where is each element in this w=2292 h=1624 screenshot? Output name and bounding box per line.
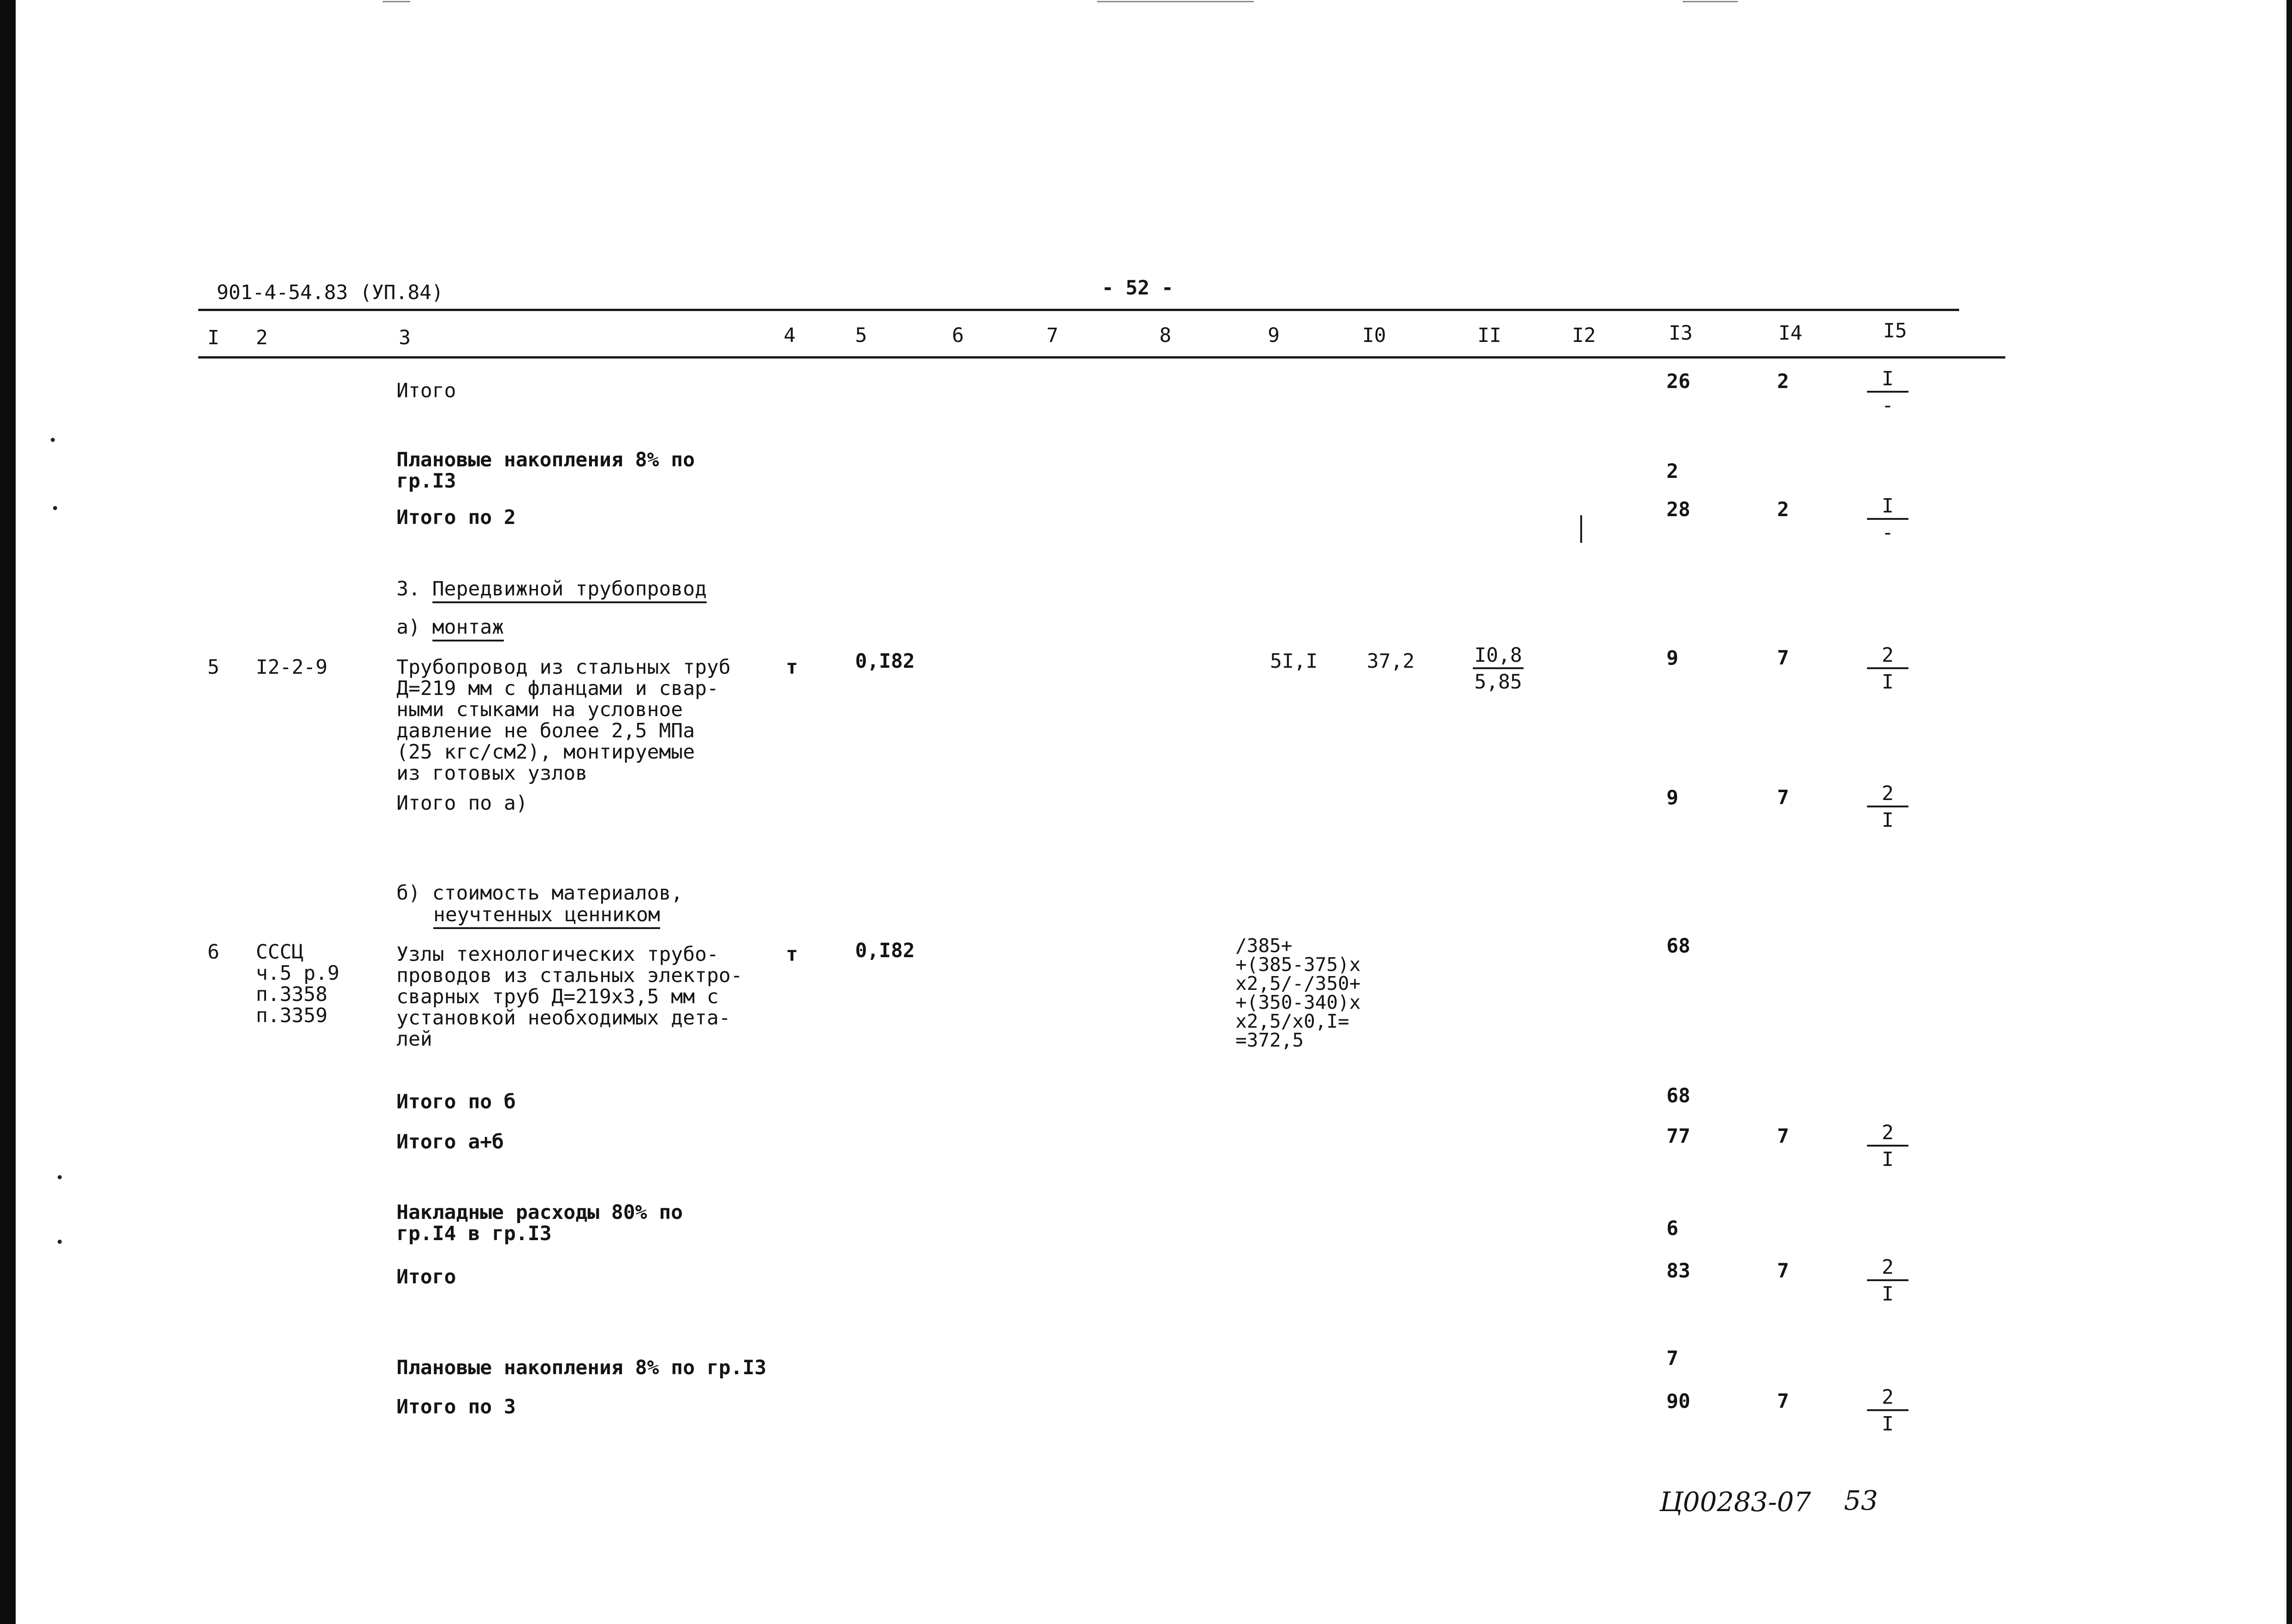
cell-col13: 68 — [1666, 1084, 1690, 1107]
scan-speck — [58, 1240, 62, 1244]
cell-col1: 6 — [207, 941, 219, 964]
row-label: Накладные расходы 80% по гр.I4 в гр.I3 — [396, 1201, 683, 1245]
scan-speck — [51, 438, 55, 442]
scan-right-border — [2286, 0, 2292, 1624]
cell-col2: I2-2-9 — [256, 656, 328, 679]
fraction-denominator: - — [1882, 521, 1894, 544]
cell-col14: 7 — [1777, 1125, 1789, 1148]
scan-mark — [1683, 1, 1738, 2]
cell-col11-fraction — [1473, 645, 1524, 693]
scan-left-border — [0, 0, 16, 1624]
fraction-denominator: I — [1882, 1412, 1894, 1436]
cell-col13: 83 — [1666, 1259, 1690, 1283]
fraction-numerator: I — [1867, 369, 1908, 393]
column-header: 8 — [1159, 324, 1171, 347]
column-header: I2 — [1572, 324, 1596, 347]
column-header: II — [1477, 324, 1501, 347]
fraction-numerator: 2 — [1867, 1123, 1908, 1147]
fraction-denominator: I — [1882, 671, 1894, 694]
fraction-numerator: I — [1867, 496, 1908, 520]
row-label: Плановые накопления 8% по гр.I3 — [396, 448, 695, 493]
cell-col5-quantity: 0,I82 — [855, 650, 915, 673]
row-label: Итого по а) — [396, 792, 528, 815]
cell-col5-quantity: 0,I82 — [855, 939, 915, 962]
fraction-denominator: I — [1882, 809, 1894, 832]
cell-col14: 2 — [1777, 370, 1789, 393]
scan-mark — [1097, 1, 1254, 2]
section-heading — [396, 578, 707, 600]
cell-col14: 7 — [1777, 647, 1789, 670]
cell-col13: 90 — [1666, 1390, 1690, 1413]
cell-col13: 9 — [1666, 786, 1678, 809]
fraction-denominator: 5,85 — [1474, 671, 1522, 694]
subsection-heading — [396, 617, 504, 638]
cell-col14: 7 — [1777, 1259, 1789, 1283]
subsection-prefix: а) — [396, 616, 420, 639]
cell-col14: 7 — [1777, 1390, 1789, 1413]
cell-col13: 26 — [1666, 370, 1690, 393]
row-label: Итого по 3 — [396, 1395, 516, 1418]
column-header: I3 — [1669, 322, 1693, 345]
row-label: Итого — [396, 1265, 456, 1289]
cell-col13: 7 — [1666, 1347, 1678, 1370]
row-label: Итого — [396, 379, 456, 402]
column-header: 7 — [1046, 324, 1058, 347]
row-label: Итого а+б — [396, 1130, 504, 1153]
fraction-numerator: 2 — [1867, 783, 1908, 807]
subsection-title: монтаж — [432, 616, 504, 641]
column-header: 4 — [784, 324, 796, 347]
subsection-heading: б) стоимость материалов, — [396, 882, 683, 905]
fraction-denominator: - — [1882, 394, 1894, 417]
column-header: 6 — [952, 324, 964, 347]
fraction-denominator: I — [1882, 1148, 1894, 1171]
cell-col13: 77 — [1666, 1125, 1690, 1148]
table-top-rule — [198, 309, 1959, 311]
sheet-number-handwritten: 53 — [1844, 1485, 1878, 1516]
cell-col13: 6 — [1666, 1217, 1678, 1240]
cell-col13: 68 — [1666, 935, 1690, 958]
document-code: 901-4-54.83 (УП.84) — [217, 281, 443, 304]
fraction-numerator: I0,8 — [1473, 645, 1524, 669]
cell-col10: 37,2 — [1367, 650, 1415, 673]
column-header: 2 — [256, 326, 268, 349]
fraction-numerator: 2 — [1867, 645, 1908, 669]
item-description: Трубопровод из стальных труб Д=219 мм с фланцами и свар- ными стыками на условное давление не более 2,5 МПа (25 кгс/см2), монтируемые из готовых узлов — [396, 656, 731, 785]
scan-speck — [58, 1175, 62, 1179]
column-header: I0 — [1362, 324, 1386, 347]
cell-col15-fraction — [1867, 1257, 1908, 1305]
cell-col13: 9 — [1666, 647, 1678, 670]
column-header: 5 — [855, 324, 867, 347]
cell-col14: 2 — [1777, 498, 1789, 521]
section-number: 3. — [396, 577, 420, 600]
cell-col2: СССЦ ч.5 р.9 п.3358 п.3359 — [256, 941, 340, 1027]
cell-col13: 28 — [1666, 498, 1690, 521]
fraction-numerator: 2 — [1867, 1257, 1908, 1281]
page-number: - 52 - — [1102, 277, 1174, 300]
column-header: I5 — [1883, 319, 1907, 342]
subsection-heading-line2 — [433, 904, 660, 925]
table-header-rule — [198, 356, 2005, 359]
cell-col4-unit: т — [786, 943, 798, 966]
cell-col13: 2 — [1666, 460, 1678, 483]
column-header: I4 — [1778, 322, 1802, 345]
cell-col1: 5 — [207, 656, 219, 679]
cell-col9-calculation: /385+ +(385-375)х х2,5/-/350+ +(350-340)х х2,5/х0,I= =372,5 — [1235, 935, 1361, 1051]
column-header: 3 — [399, 326, 411, 349]
cell-col4-unit: т — [786, 656, 798, 679]
subsection-title: неучтенных ценником — [433, 903, 660, 929]
section-title: Передвижной трубопровод — [432, 577, 707, 603]
cell-col14: 7 — [1777, 786, 1789, 809]
row-label: Итого по 2 — [396, 506, 516, 529]
scan-mark — [383, 1, 410, 2]
row-label: Плановые накопления 8% по гр.I3 — [396, 1356, 767, 1379]
inventory-number-handwritten: Ц00283-07 — [1660, 1486, 1811, 1518]
cell-col15-fraction — [1867, 783, 1908, 831]
cell-col15-fraction — [1867, 645, 1908, 693]
scan-speck — [53, 506, 57, 510]
cell-col15-fraction — [1867, 369, 1908, 417]
stray-mark — [1580, 515, 1582, 543]
column-header: I — [207, 326, 219, 349]
item-description: Узлы технологических трубо- проводов из стальных электро- сварных труб Д=219х3,5 мм с установкой необходимых дета- лей — [396, 943, 743, 1051]
column-header: 9 — [1268, 324, 1280, 347]
cell-col9: 5I,I — [1270, 650, 1318, 673]
row-label: Итого по б — [396, 1090, 516, 1113]
fraction-numerator: 2 — [1867, 1387, 1908, 1411]
fraction-denominator: I — [1882, 1283, 1894, 1306]
cell-col15-fraction — [1867, 1123, 1908, 1171]
cell-col15-fraction — [1867, 496, 1908, 544]
cell-col15-fraction — [1867, 1387, 1908, 1435]
